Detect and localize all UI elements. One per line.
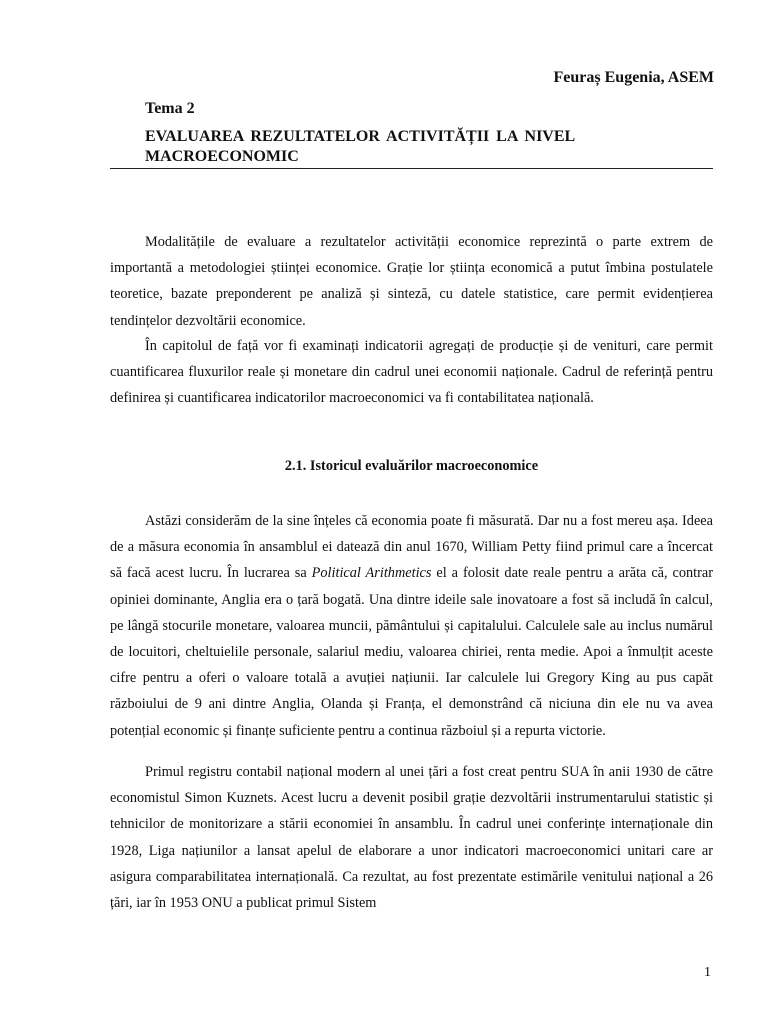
- chapter-title: EVALUAREA REZULTATELOR ACTIVITĂȚII LA NIVEL MACROECONOMIC: [145, 128, 575, 165]
- paragraph-intro: Modalitățile de evaluare a rezultatelor activității economice reprezintă o parte extrem de importantă a metodologiei științei economice. Grație lor știința economică a putut îmbina postulatele teoretice, bazate preponderent pe analiză și sinteză, cu datele statistice, care permit evidențierea tendințelor dezvoltării economice.: [110, 234, 713, 329]
- topic-label: Tema 2: [145, 100, 195, 117]
- page-number: 1: [704, 965, 711, 980]
- paragraph-history: [110, 508, 713, 744]
- history-text-start: Astăzi considerăm de la sine înțeles că economia poate fi măsurată. Dar nu a fost mereu așa. Ideea de a măsura economia în ansamblul ei datează din anul 1670, William Petty fiind primul care a încercat să facă acest lucru. În lucrarea sa: [110, 513, 713, 582]
- work-title: Political Arithmetics: [311, 565, 432, 582]
- author-line: Feuraș Eugenia, ASEM: [553, 69, 714, 86]
- paragraph-chapter-scope: În capitolul de față vor fi examinați indicatorii agregați de producție și de venituri, care permit cuantificarea fluxurilor reale și monetare din cadrul unei economii naționale. Cadrul de referință pentru definirea și cuantificarea indicatorilor macroeconomici va fi contabilitatea națională.: [110, 338, 713, 407]
- title-underline: [110, 168, 713, 169]
- history-text-end: el a folosit date reale pentru a arăta că, contrar opiniei dominante, Anglia era o țară bogată. Una dintre ideile sale inovatoare a fost să includă în calcul, pe lângă stocurile monetare, valoarea muncii, pământului și capitalului. Calculele sale au inclus numărul de locuitori, cheltuielile personale, salariul mediu, valoarea chiriei, renta medie. Apoi a înmulțit aceste cifre pentru a oferi o valoare totală a avuției națiunii. Iar calculele lui Gregory King au pus capăt războiului de 9 ani dintre Anglia, Olanda și Franța, el demonstrând că niciuna din ele nu va avea potențial economic și finanțe suficiente pentru a continua războiul și a repurta victorie.: [110, 565, 714, 739]
- section-heading: 2.1. Istoricul evaluărilor macroeconomice: [284, 458, 539, 474]
- paragraph-kuznets: Primul registru contabil național modern al unei țări a fost creat pentru SUA în anii 1930 de către economistul Simon Kuznets. Acest lucru a devenit posibil grație dezvoltării instrumentarului statistic și tehnicilor de monitorizare a stării economiei în ansamblu. În cadrul unei conferințe internaționale din 1928, Liga națiunilor a lansat apelul de elaborare a unor indicatori macroeconomici unitari care ar asigura comparabilitatea internațională. Ca rezultat, au fost prezentate estimările venitului național a 26 țări, iar în 1953 ONU a publicat primul Sistem: [110, 764, 713, 912]
